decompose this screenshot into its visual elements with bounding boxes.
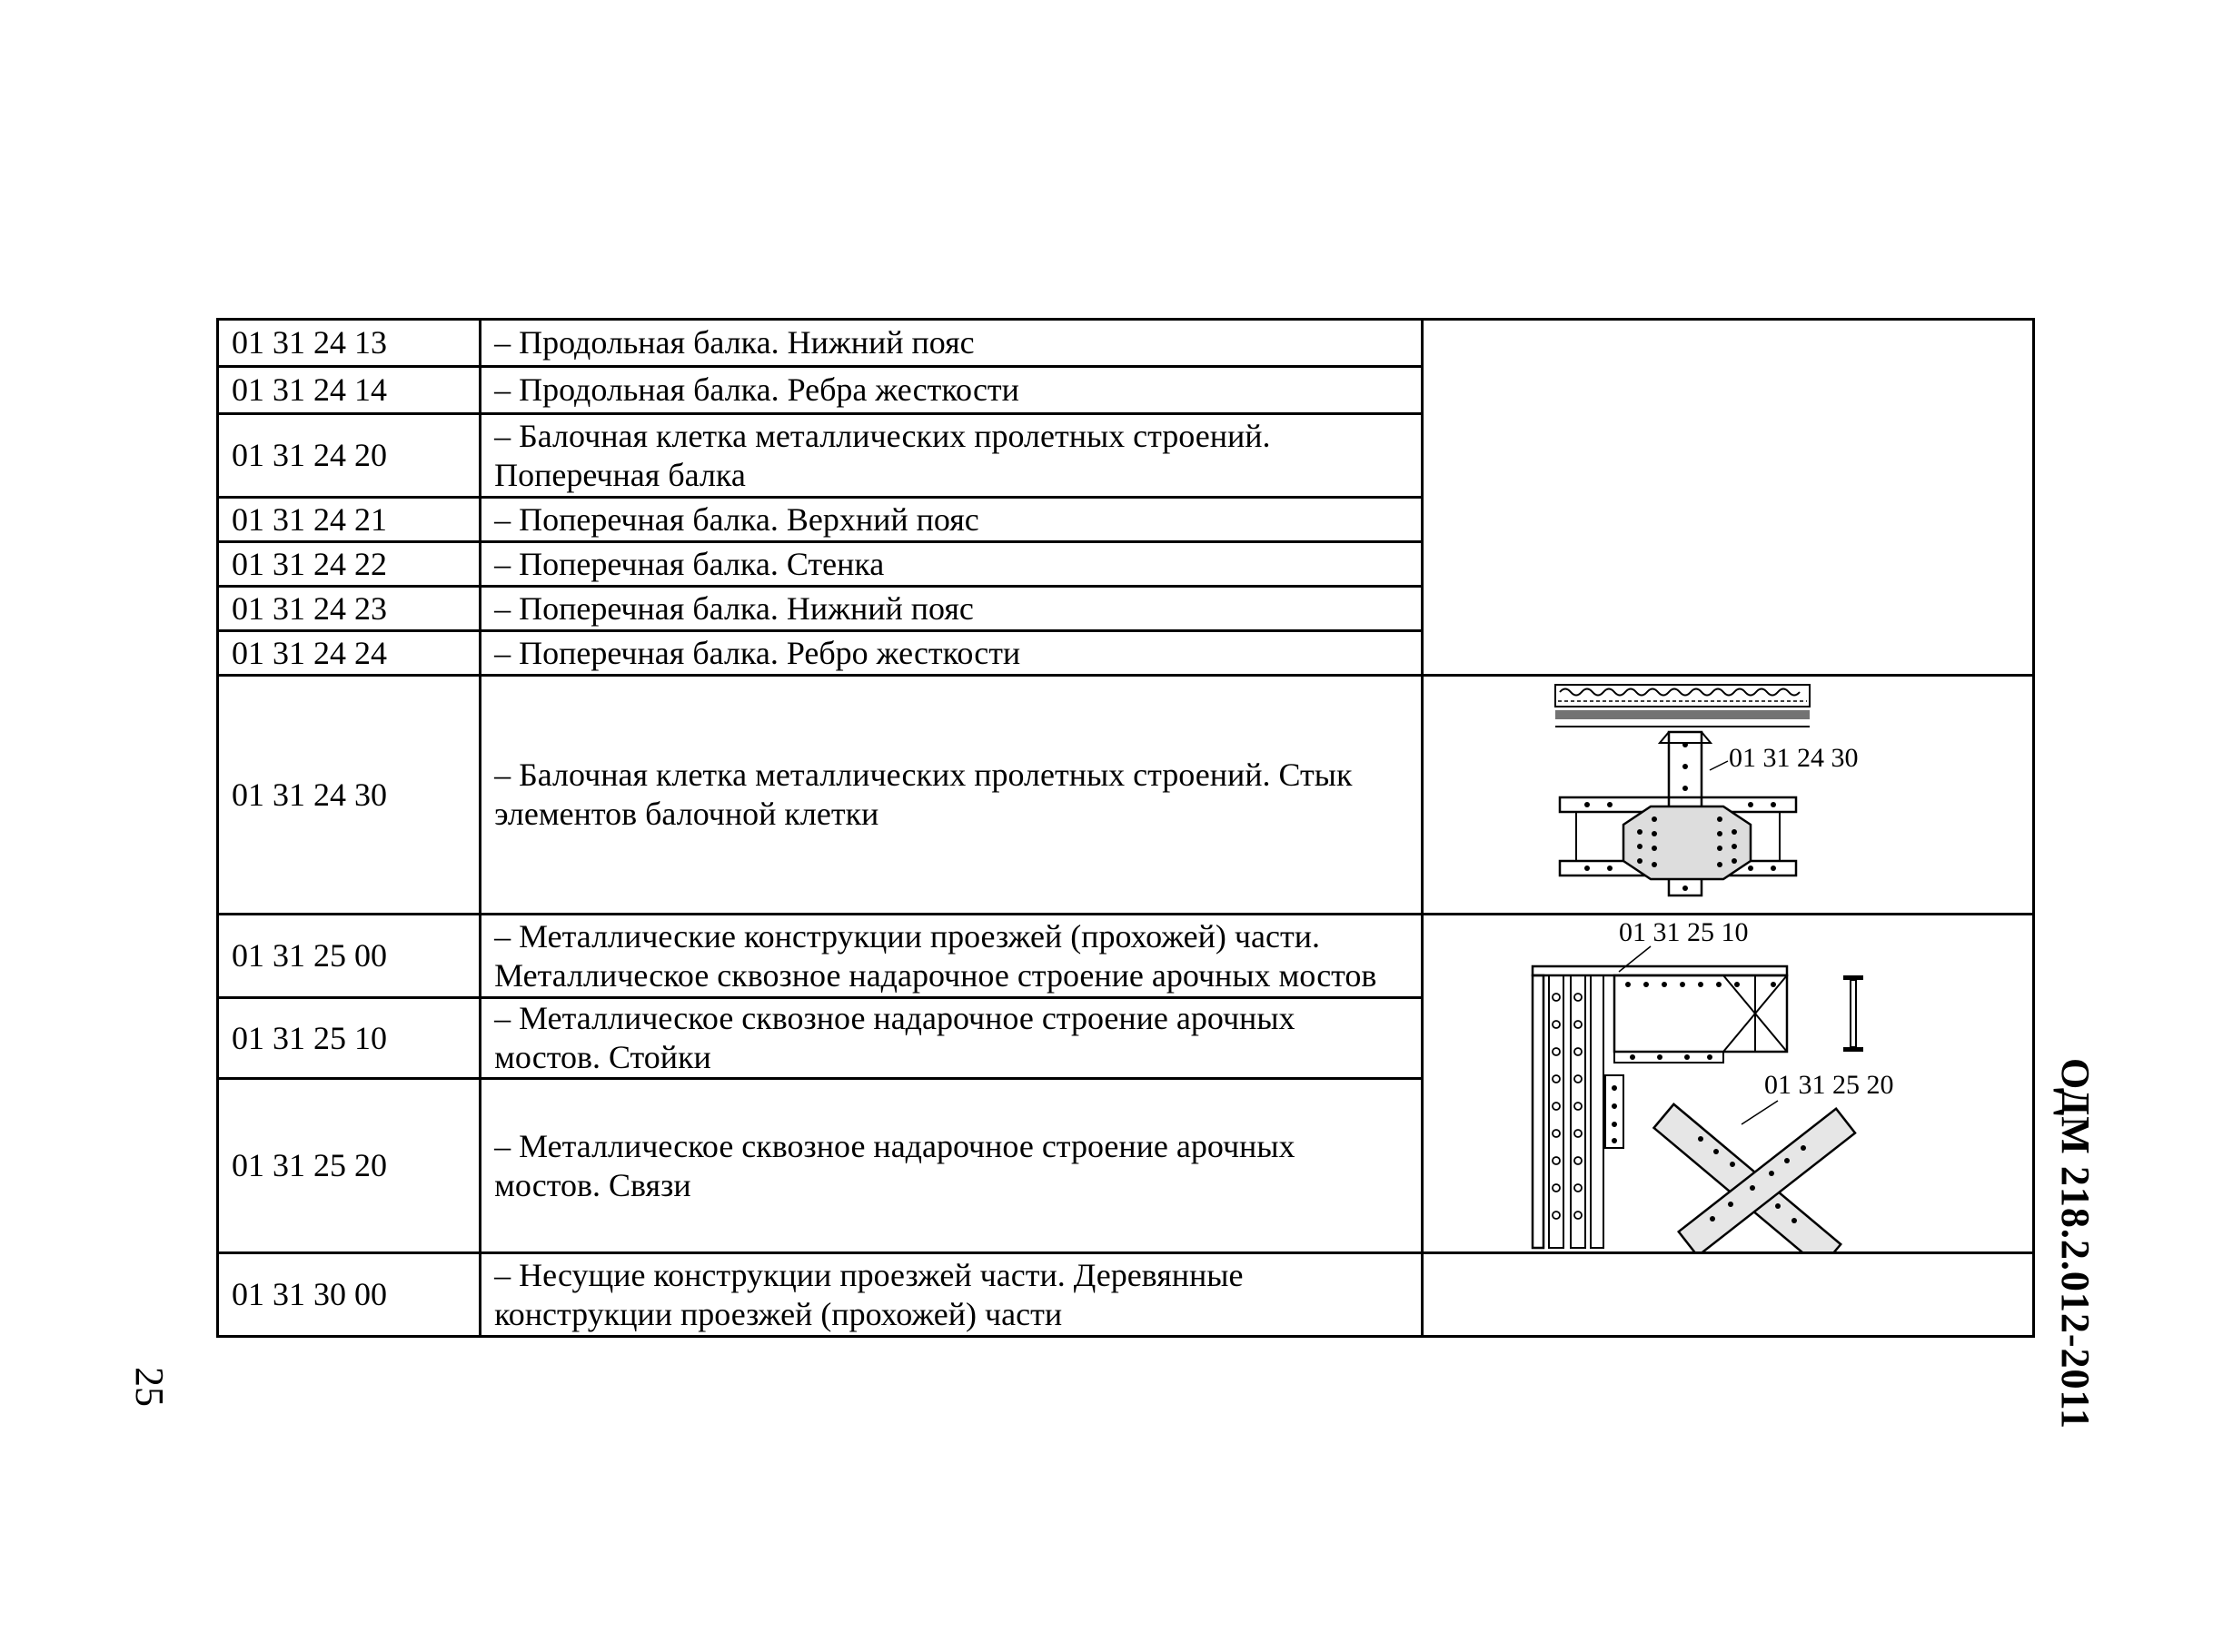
code-cell: 01 31 24 30 [218,676,481,915]
description-cell: – Продольная балка. Ребра жесткости [481,367,1423,414]
description-cell: – Металлические конструкции проезжей (прохожей) части. Металлическое сквозное надарочное строение арочных мостов [481,915,1423,998]
description-cell: – Поперечная балка. Стенка [481,542,1423,587]
table-row [218,915,2034,998]
arch-superstructure-diagram [1514,915,1941,1251]
figure-label-posts: 01 31 25 10 [1618,917,1749,947]
table-row [218,320,2034,367]
code-cell: 01 31 25 20 [218,1079,481,1253]
code-cell: 01 31 30 00 [218,1253,481,1337]
code-cell: 01 31 25 00 [218,915,481,998]
code-cell: 01 31 25 10 [218,998,481,1079]
description-cell: – Поперечная балка. Верхний пояс [481,498,1423,542]
code-cell: 01 31 24 22 [218,542,481,587]
page-number: 25 [127,1367,172,1407]
figure-label-bracing: 01 31 25 20 [1763,1070,1894,1100]
description-cell: – Балочная клетка металлических пролетных строений. Поперечная балка [481,414,1423,498]
code-cell: 01 31 24 13 [218,320,481,367]
description-cell: – Поперечная балка. Нижний пояс [481,587,1423,631]
description-cell: – Поперечная балка. Ребро жесткости [481,631,1423,676]
code-cell: 01 31 24 24 [218,631,481,676]
description-cell: – Продольная балка. Нижний пояс [481,320,1423,367]
description-cell: – Металлическое сквозное надарочное строение арочных мостов. Связи [481,1079,1423,1253]
description-cell: – Металлическое сквозное надарочное строение арочных мостов. Стойки [481,998,1423,1079]
figure-label: 01 31 24 30 [1728,742,1859,773]
classification-table [216,318,2035,1338]
arch-structure-figure-cell [1422,915,2033,1253]
beam-joint-figure-cell [1422,676,2033,915]
empty-image-cell [1422,1253,2033,1337]
code-cell: 01 31 24 20 [218,414,481,498]
empty-image-cell [1422,320,2033,676]
code-cell: 01 31 24 23 [218,587,481,631]
code-cell: 01 31 24 21 [218,498,481,542]
description-cell: – Несущие конструкции проезжей части. Деревянные конструкции проезжей (прохожей) части [481,1253,1423,1337]
table-row [218,1253,2034,1337]
code-cell: 01 31 24 14 [218,367,481,414]
table-row [218,676,2034,915]
beam-joint-diagram [1523,679,1932,911]
document-code: ОДМ 218.2.012-2011 [2053,1058,2098,1430]
description-cell: – Балочная клетка металлических пролетных строений. Стык элементов балочной клетки [481,676,1423,915]
